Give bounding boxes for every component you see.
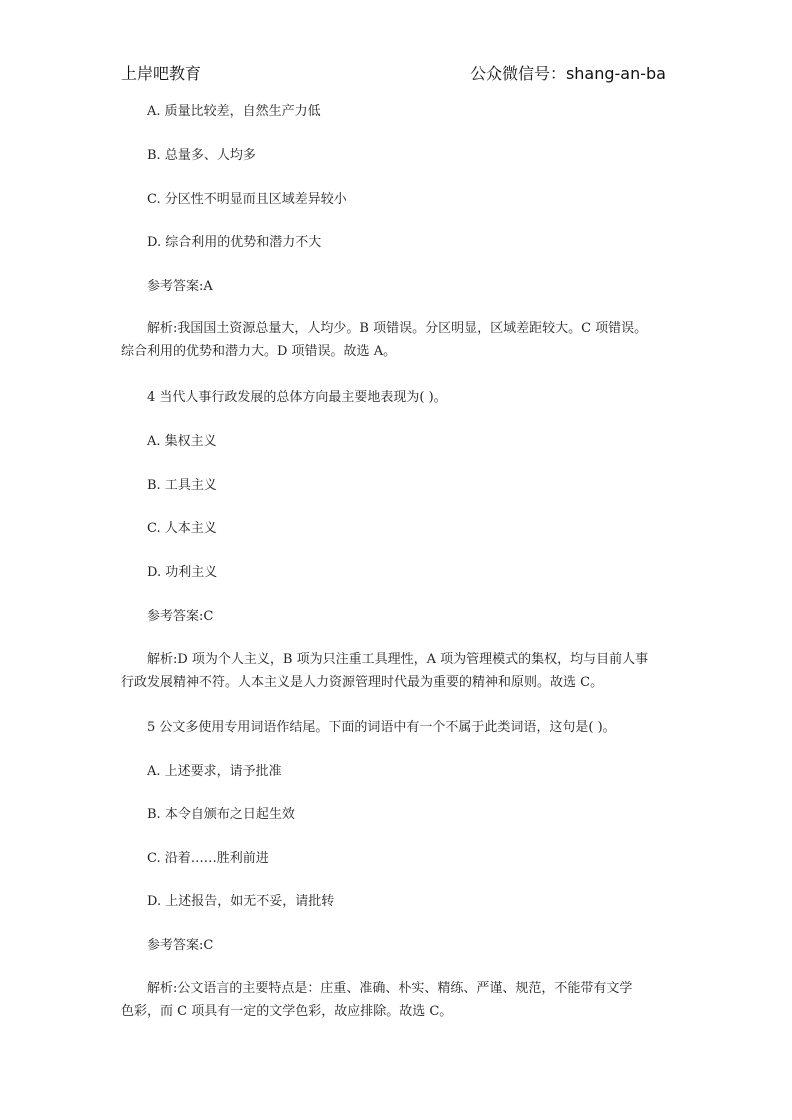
q5-analysis xyxy=(121,977,673,1023)
q5-analysis-line-1: 解析:公文语言的主要特点是：庄重、准确、朴实、精练、严谨、规范，不能带有文学 xyxy=(147,981,633,996)
answer: 参考答案:A xyxy=(147,279,213,294)
q4-option-c: C. 人本主义 xyxy=(147,521,217,536)
q4-analysis-line-2: 行政发展精神不符。人本主义是人力资源管理时代最为重要的精神和原则。故选 C。 xyxy=(121,675,604,690)
option-b: B. 总量多、人均多 xyxy=(147,148,256,163)
q4-option-d: D. 功利主义 xyxy=(147,565,218,580)
header-brand: 上岸吧教育 xyxy=(121,63,202,83)
q5-option-d: D. 上述报告，如无不妥，请批转 xyxy=(147,894,335,909)
analysis-line-2: 综合利用的优势和潜力大。D 项错误。故选 A。 xyxy=(121,344,397,359)
option-d: D. 综合利用的优势和潜力不大 xyxy=(147,235,322,250)
analysis xyxy=(121,317,673,363)
header-wechat-id: 公众微信号：shang-an-ba xyxy=(469,63,666,83)
q5-analysis-line-2: 色彩，而 C 项具有一定的文学色彩，故应排除。故选 C。 xyxy=(121,1004,453,1019)
page-header xyxy=(121,60,666,84)
question-5: 5 公文多使用专用词语作结尾。下面的词语中有一个不属于此类词语，这句是( )。 xyxy=(147,720,616,735)
question-4: 4 当代人事行政发展的总体方向最主要地表现为( )。 xyxy=(147,390,447,405)
q5-option-c: C. 沿着……胜利前进 xyxy=(147,851,269,866)
q4-analysis xyxy=(121,648,673,694)
option-a: A. 质量比较差，自然生产力低 xyxy=(147,104,321,119)
q5-answer: 参考答案:C xyxy=(147,938,214,953)
analysis-line-1: 解析:我国国土资源总量大，人均少。B 项错误。分区明显，区域差距较大。C 项错误。 xyxy=(147,321,648,336)
option-c: C. 分区性不明显而且区域差异较小 xyxy=(147,192,347,207)
q5-option-b: B. 本令自颁布之日起生效 xyxy=(147,807,295,822)
q4-answer: 参考答案:C xyxy=(147,609,214,624)
q4-option-a: A. 集权主义 xyxy=(147,434,217,449)
q4-analysis-line-1: 解析:D 项为个人主义，B 项为只注重工具理性，A 项为管理模式的集权，均与目前人事 xyxy=(147,652,649,667)
q5-option-a: A. 上述要求，请予批准 xyxy=(147,764,282,779)
q4-option-b: B. 工具主义 xyxy=(147,478,217,493)
